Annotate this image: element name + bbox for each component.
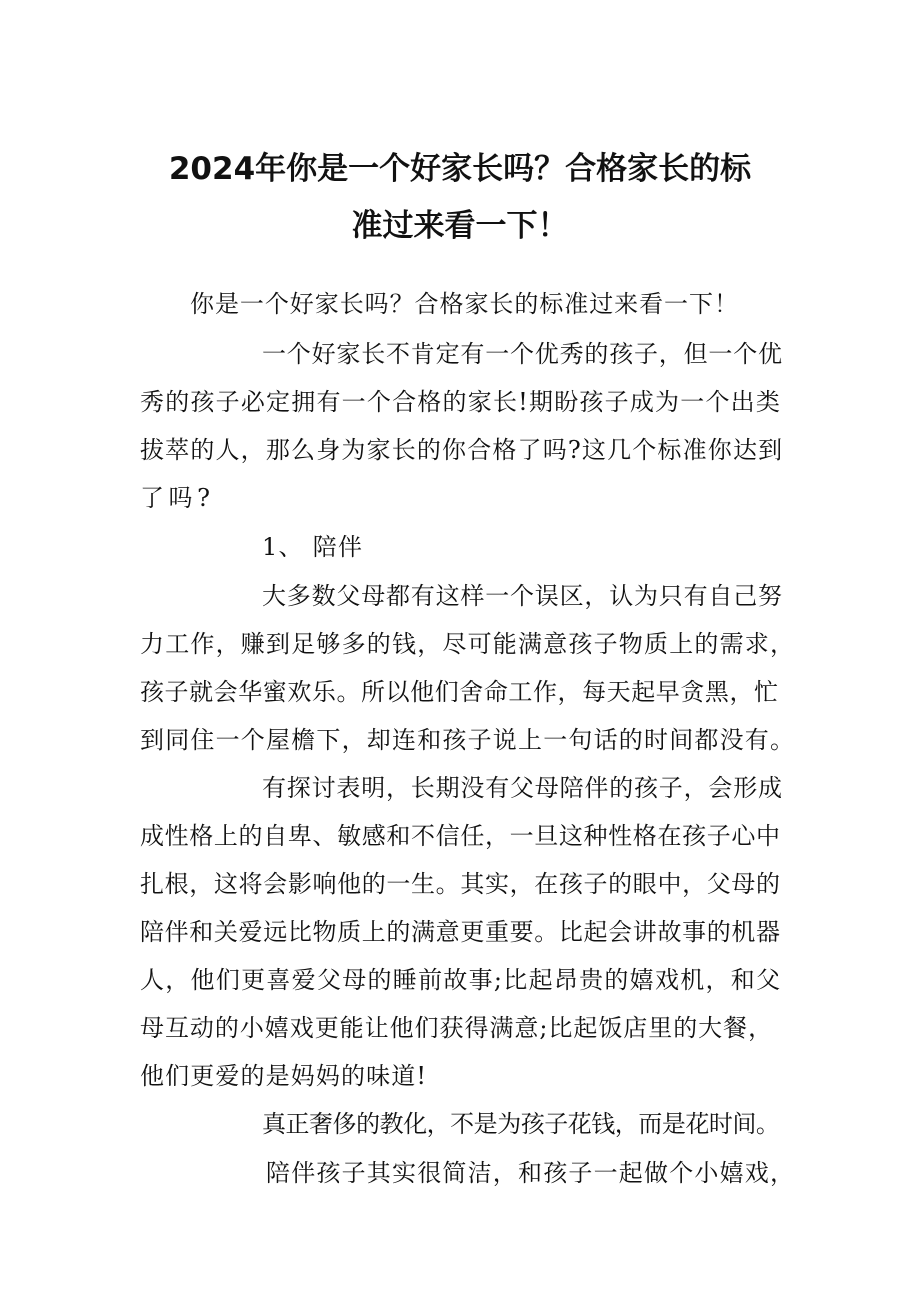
paragraph-2-line-3: 孩子就会华蜜欢乐。所以他们舍命工作，每天起早贪黑，忙 [140,678,779,706]
paragraph-2-line-1: 大多数父母都有这样一个误区，认为只有自己努 [262,582,783,610]
paragraph-3-line-4: 陪伴和关爱远比物质上的满意更重要。比起会讲故事的机器 [140,918,781,946]
document-title-line-2: 准过来看一下！ [351,208,569,244]
intro-line: 你是一个好家长吗？合格家长的标准过来看一下！ [190,290,739,318]
paragraph-4-line-1: 真正奢侈的教化，不是为孩子花钱，而是花时间。 [262,1110,780,1138]
paragraph-3-line-5: 人，他们更喜爱父母的睡前故事;比起昂贵的嬉戏机，和父 [140,966,782,994]
paragraph-5-line-1: 陪伴孩子其实很简洁，和孩子一起做个小嬉戏， [266,1159,796,1187]
paragraph-3-line-2: 成性格上的自卑、敏感和不信任，一旦这种性格在孩子心中 [140,822,781,850]
paragraph-3-line-7: 他们更爱的是妈妈的味道! [140,1062,428,1090]
paragraph-3-line-1: 有探讨表明，长期没有父母陪伴的孩子，会形成 [262,774,783,802]
paragraph-1-line-2: 秀的孩子必定拥有一个合格的家长!期盼孩子成为一个出类 [140,388,782,416]
section-heading-accompany: 1、 陪伴 [262,533,364,561]
paragraph-1-line-3: 拔萃的人，那么身为家长的你合格了吗?这几个标准你达到 [140,436,784,464]
paragraph-2-line-4: 到同住一个屋檐下，却连和孩子说上一句话的时间都没有。 [140,726,796,754]
paragraph-3-line-6: 母互动的小嬉戏更能让他们获得满意;比起饭店里的大餐， [140,1014,774,1042]
paragraph-3-line-3: 扎根，这将会影响他的一生。其实，在孩子的眼中，父母的 [140,870,781,898]
paragraph-2-line-2: 力工作，赚到足够多的钱，尽可能满意孩子物质上的需求， [140,630,796,658]
document-title-line-1: 2024年你是一个好家长吗？合格家长的标 [168,151,752,187]
paragraph-1-line-4: 了吗? [140,484,215,512]
paragraph-1-line-1: 一个好家长不肯定有一个优秀的孩子，但一个优 [262,340,783,368]
